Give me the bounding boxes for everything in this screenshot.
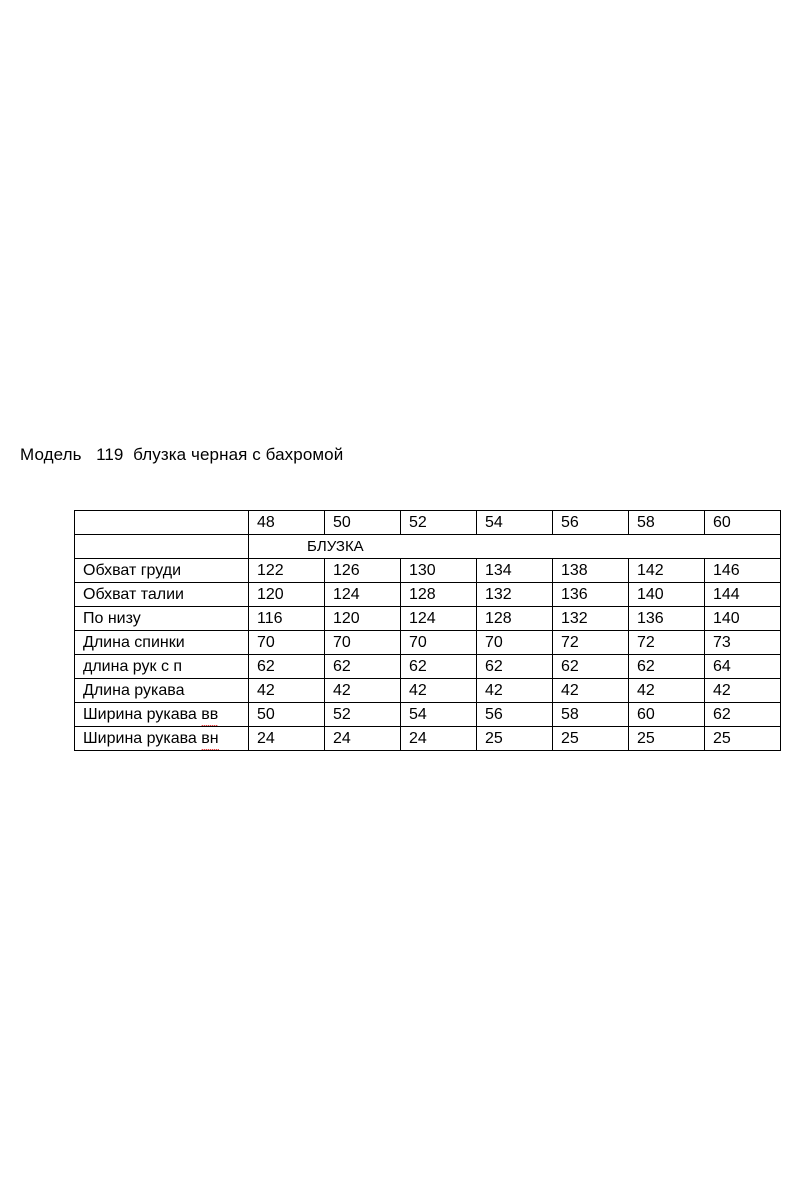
- table-cell: 70: [477, 631, 553, 655]
- table-cell: 116: [249, 607, 325, 631]
- table-cell: 128: [401, 583, 477, 607]
- table-cell: 70: [325, 631, 401, 655]
- table-cell: 62: [629, 655, 705, 679]
- table-cell: 142: [629, 559, 705, 583]
- table-cell: 25: [477, 727, 553, 751]
- table-cell: 122: [249, 559, 325, 583]
- table-cell: 126: [325, 559, 401, 583]
- table-header-row: [75, 511, 781, 535]
- table-cell: 54: [401, 703, 477, 727]
- table-cell: 146: [705, 559, 781, 583]
- row-label: По низу: [75, 607, 249, 631]
- table-cell: 42: [477, 679, 553, 703]
- group-corner-cell: [75, 535, 249, 559]
- table-cell: 25: [705, 727, 781, 751]
- size-header-cell: 52: [401, 511, 477, 535]
- size-header-cell: 50: [325, 511, 401, 535]
- table-cell: 62: [705, 703, 781, 727]
- table-cell: 62: [249, 655, 325, 679]
- row-label: [75, 727, 249, 751]
- table-row: [75, 679, 781, 703]
- table-row: [75, 583, 781, 607]
- table-cell: 24: [249, 727, 325, 751]
- table-cell: 42: [705, 679, 781, 703]
- row-label-main: Ширина рукава: [83, 706, 202, 723]
- table-row: [75, 703, 781, 727]
- row-label: Обхват груди: [75, 559, 249, 583]
- table-row: [75, 631, 781, 655]
- document-title: Модель 119 блузка черная с бахромой: [20, 445, 344, 464]
- table-row: [75, 607, 781, 631]
- size-header-cell: 56: [553, 511, 629, 535]
- row-label-main: Ширина рукава: [83, 730, 202, 747]
- table-cell: 136: [629, 607, 705, 631]
- table-cell: 120: [325, 607, 401, 631]
- table-cell: 24: [325, 727, 401, 751]
- row-label: длина рук с п: [75, 655, 249, 679]
- spellcheck-squiggle-word: вв: [201, 704, 218, 726]
- table-cell: 138: [553, 559, 629, 583]
- row-label: Длина спинки: [75, 631, 249, 655]
- size-header-cell: 60: [705, 511, 781, 535]
- table-cell: 64: [705, 655, 781, 679]
- table-cell: 42: [249, 679, 325, 703]
- table-group-row: [75, 535, 781, 559]
- table-cell: 144: [705, 583, 781, 607]
- table-cell: 56: [477, 703, 553, 727]
- table-cell: 70: [249, 631, 325, 655]
- table-cell: 62: [553, 655, 629, 679]
- table-cell: 42: [401, 679, 477, 703]
- table-cell: 140: [705, 607, 781, 631]
- table-cell: 132: [477, 583, 553, 607]
- spellcheck-squiggle-word: вн: [201, 728, 218, 750]
- row-label: Обхват талии: [75, 583, 249, 607]
- row-label: [75, 703, 249, 727]
- table-cell: 58: [553, 703, 629, 727]
- table-cell: 60: [629, 703, 705, 727]
- row-label: Длина рукава: [75, 679, 249, 703]
- table-cell: 130: [401, 559, 477, 583]
- table-cell: 62: [325, 655, 401, 679]
- group-label-cell: БЛУЗКА: [249, 535, 781, 559]
- table-cell: 24: [401, 727, 477, 751]
- table-cell: 25: [553, 727, 629, 751]
- table-cell: 140: [629, 583, 705, 607]
- table-cell: 25: [629, 727, 705, 751]
- table-row: [75, 655, 781, 679]
- size-header-cell: 48: [249, 511, 325, 535]
- table-cell: 136: [553, 583, 629, 607]
- table-cell: 42: [553, 679, 629, 703]
- table-cell: 73: [705, 631, 781, 655]
- table-cell: 62: [477, 655, 553, 679]
- table-cell: 72: [629, 631, 705, 655]
- table-cell: 128: [477, 607, 553, 631]
- table-cell: 120: [249, 583, 325, 607]
- table-cell: 50: [249, 703, 325, 727]
- table-cell: 134: [477, 559, 553, 583]
- table-cell: 72: [553, 631, 629, 655]
- size-table: [74, 510, 781, 751]
- table-row: [75, 559, 781, 583]
- table-cell: 42: [629, 679, 705, 703]
- header-corner-cell: [75, 511, 249, 535]
- size-header-cell: 54: [477, 511, 553, 535]
- table-cell: 124: [401, 607, 477, 631]
- table-cell: 70: [401, 631, 477, 655]
- table-cell: 62: [401, 655, 477, 679]
- table-cell: 132: [553, 607, 629, 631]
- table-cell: 124: [325, 583, 401, 607]
- table-cell: 52: [325, 703, 401, 727]
- size-header-cell: 58: [629, 511, 705, 535]
- table-row: [75, 727, 781, 751]
- table-cell: 42: [325, 679, 401, 703]
